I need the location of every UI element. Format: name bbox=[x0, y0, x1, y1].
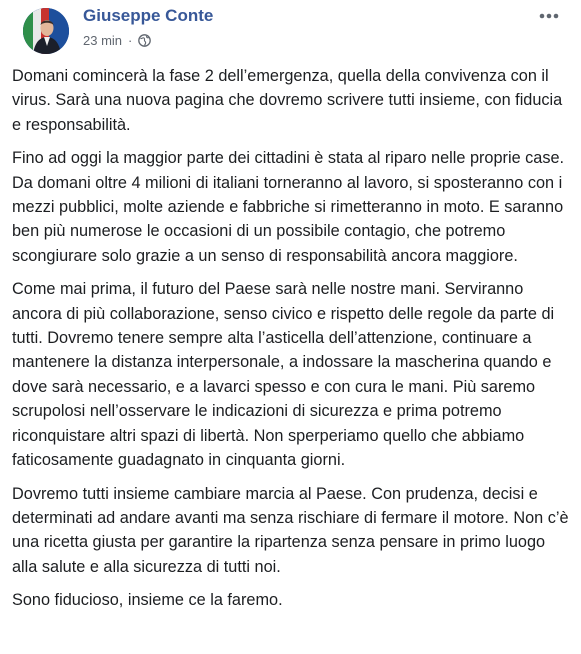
post-paragraph: Fino ad oggi la maggior parte dei cittadini è stata al riparo nelle proprie case. Da domani oltre 4 milioni di italiani torneranno al lavoro, si sposteranno con i mezzi pubblici, molte aziende e fabbriche si rimetteranno in moto. E saranno ben più numerose le occasioni di un possibile contagio, che potremo scongiurare solo grazie a un senso di responsabilità ancora maggiore. bbox=[12, 149, 565, 265]
meta-separator: · bbox=[128, 33, 133, 48]
post-meta bbox=[83, 33, 151, 48]
more-options-icon[interactable] bbox=[537, 6, 561, 26]
post-header bbox=[12, 0, 569, 62]
author-name[interactable]: Giuseppe Conte bbox=[83, 6, 214, 25]
post-paragraph: Sono fiducioso, insieme ce la faremo. bbox=[12, 591, 283, 610]
author-avatar[interactable] bbox=[23, 8, 69, 54]
avatar-image bbox=[23, 8, 69, 54]
post-body bbox=[12, 64, 572, 622]
post-timestamp[interactable]: 23 min bbox=[83, 33, 123, 48]
post-paragraph: Dovremo tutti insieme cambiare marcia al Paese. Con prudenza, decisi e determinati ad andare avanti ma senza rischiare di fermare il motore. Non c’è una ricetta giusta per garantire la ripartenza senza pensare in primo luogo alla salute e alla sicurezza di tutti noi. bbox=[12, 484, 569, 576]
globe-icon[interactable] bbox=[138, 34, 151, 47]
post-paragraph: Domani comincerà la fase 2 dell’emergenza, quella della convivenza con il virus. Sarà una nuova pagina che dovremo scrivere tutti insieme, con fiducia e responsabilità. bbox=[12, 67, 563, 134]
post-paragraph: Come mai prima, il futuro del Paese sarà nelle nostre mani. Serviranno ancora di più collaborazione, senso civico e rispetto delle regole da parte di tutti. Dovremo tenere sempre alta l’asticella dell’attenzione, continuare a mantenere la distanza interpersonale, a indossare la mascherina quando e dove sarà necessario, e a lavarci spesso e con cura le mani. Più saremo scrupolosi nell’osservare le indicazioni di sicurezza e prima potremo riconquistare altri spazi di libertà. Non sperperiamo quello che abbiamo faticosamente guadagnato in cinquanta giorni. bbox=[12, 280, 555, 470]
